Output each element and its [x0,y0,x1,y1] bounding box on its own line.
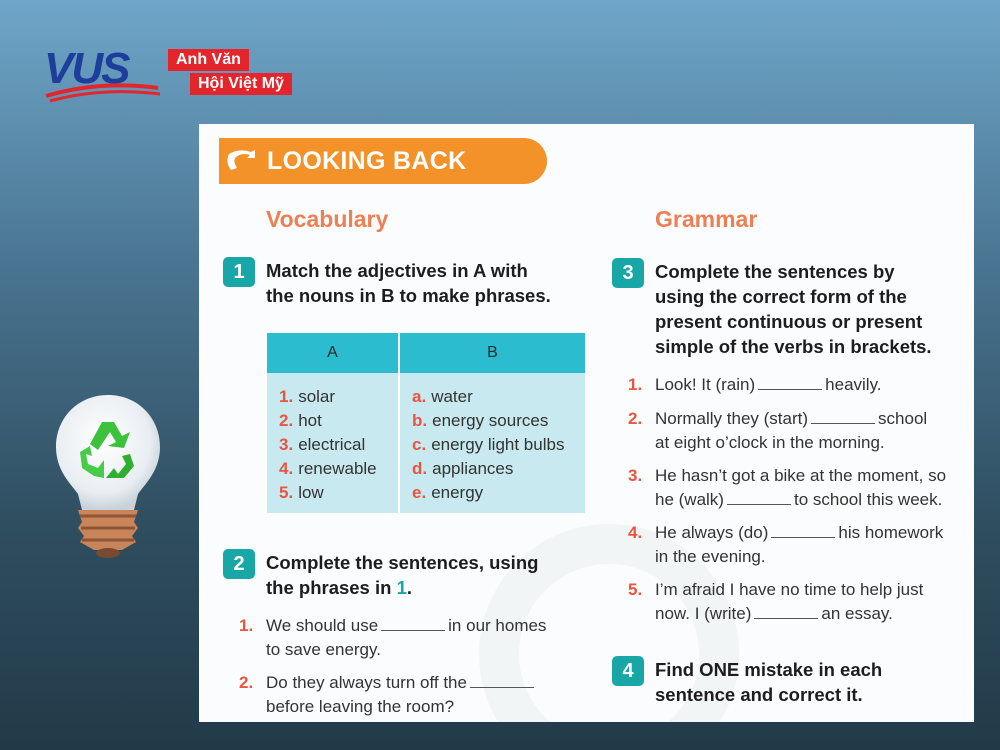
vus-logo-mark [40,44,165,106]
exercise-4-line-2: sentence and correct it. [655,684,863,705]
exercise-3-item-1: 1. Look! It (rain) heavily. [628,375,882,394]
list-item: b. energy sources [412,411,549,430]
exercise-2-line-2: the phrases in 1. [266,577,413,598]
lightbulb-recycle-icon [48,390,168,560]
exercise-2-instruction [266,550,538,600]
vus-logo [40,44,330,106]
answer-blank[interactable] [470,674,534,688]
logo-tagline-1: Anh Văn [168,49,249,71]
exercise-2-line-1: Complete the sentences, using [266,552,539,573]
answer-blank[interactable] [811,410,875,424]
matching-table [267,333,585,513]
logo-swoosh-icon [40,44,165,106]
logo-brand: VUS [44,44,129,93]
exercise-3-line-3: present continuous or present [655,311,923,332]
answer-blank[interactable] [758,376,822,390]
arrow-hand-icon [219,138,265,184]
list-item: e. energy [412,483,484,502]
list-item: 5. low [279,483,324,502]
exercise-4-line-1: Find ONE mistake in each [655,659,883,680]
answer-blank[interactable] [771,524,835,538]
table-header-b: B [399,333,585,373]
exercise-2-item-2: 2. Do they always turn off the before leaving the room? [266,671,586,719]
exercise-3-instruction [655,259,932,359]
exercise-number-2: 2 [223,549,255,579]
column-a-list [267,373,399,513]
exercise-number-1: 1 [223,257,255,287]
list-item: a. water [412,387,473,406]
exercise-4-instruction [655,657,882,707]
list-item: 3. electrical [279,435,366,454]
table-header-a: A [267,333,399,373]
logo-tagline-2: Hội Việt Mỹ [190,73,292,95]
looking-back-banner [219,138,547,184]
exercise-3-line-1: Complete the sentences by [655,261,895,282]
banner-title: LOOKING BACK [267,146,467,175]
answer-blank[interactable] [754,605,818,619]
answer-blank[interactable] [727,491,791,505]
exercise-reference: 1 [396,577,407,598]
vocabulary-title: Vocabulary [266,206,389,232]
exercise-3-line-2: using the correct form of the [655,286,907,307]
exercise-3-item-3: 3. He hasn’t got a bike at the moment, so he (walk) to school this week. [628,466,947,509]
exercise-1-instruction [266,258,551,308]
textbook-page [199,124,974,722]
list-item: 1. solar [279,387,336,406]
answer-blank[interactable] [381,617,445,631]
grammar-title: Grammar [655,206,758,232]
exercise-3-item-4: 4. He always (do) his homework in the evening. [628,523,944,566]
exercise-2-item-1: 1. We should use in our homes to save energy. [239,616,547,659]
exercise-number-4: 4 [612,656,644,686]
exercise-3-line-4: simple of the verbs in brackets. [655,336,932,357]
exercise-3-item-5: 5. I’m afraid I have no time to help just now. I (write) an essay. [628,580,924,623]
exercise-1-line-1: Match the adjectives in A with [266,260,528,281]
list-item: d. appliances [412,459,514,478]
list-item: 4. renewable [279,459,377,478]
exercise-number-3: 3 [612,258,644,288]
exercise-1-line-2: the nouns in B to make phrases. [266,285,551,306]
list-item: c. energy light bulbs [412,435,565,454]
column-b-list [399,373,585,513]
exercise-3-item-2: 2. Normally they (start) school at eight o’clock in the morning. [628,409,928,452]
list-item: 2. hot [279,411,322,430]
